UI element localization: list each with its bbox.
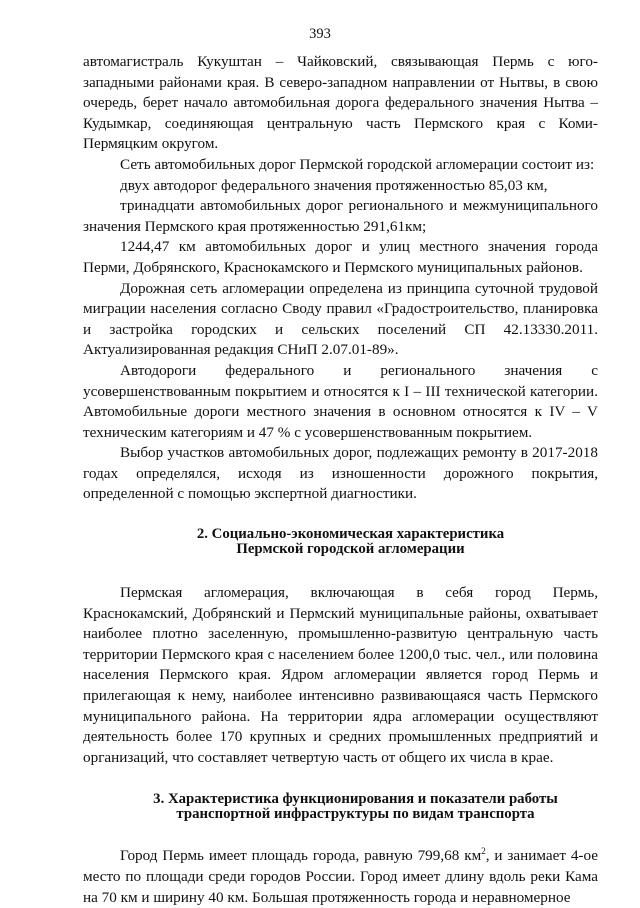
page-number: 393 xyxy=(309,26,331,42)
section-heading-line: Пермской городской агломерации xyxy=(236,541,465,558)
paragraph: Выбор участков автомобильных дорог, подлежащих ремонту в 2017-2018 годах определялся, исходя из изношенности дорожного покрытия, определенной с помощью экспертной диагностики. xyxy=(83,444,598,503)
section-heading-line: 3. Характеристика функционирования и показатели работы xyxy=(153,791,558,808)
section-heading-line: транспортной инфраструктуры по видам транспорта xyxy=(176,806,535,823)
paragraph: Дорожная сеть агломерации определена из принципа суточной трудовой миграции населения согласно Своду правил «Градостроительство, планировка и застройка городских и сельских поселений СП 42.13330.2011. Актуализированная редакция СНиП 2.07.01-89». xyxy=(83,279,598,359)
paragraph-text: Город Пермь имеет площадь города, равную 799,68 км xyxy=(120,847,482,865)
paragraph: автомагистраль Кукуштан – Чайковский, связывающая Пермь с юго-западными районами края. В северо-западном направлении от Нытвы, в свою очередь, берет начало автомобильная дорога федерального значения Нытва – Кудымкар, соединяющая центральную часть Пермского края с Коми-Пермяцким округом. xyxy=(83,53,598,153)
paragraph: двух автодорог федерального значения протяженностью 85,03 км, xyxy=(120,176,548,194)
paragraph: тринадцати автомобильных дорог регионального и межмуниципального значения Пермского края протяженностью 291,61км; xyxy=(83,197,598,235)
document-body xyxy=(83,52,598,908)
superscript: 2 xyxy=(481,846,486,857)
paragraph: Автодороги федерального и регионального значения с усовершенствованным покрытием и относятся к I – III технической категории. Автомобильные дороги местного значения в основном относятся к IV – V техническим категориям и 47 % с усовершенствованным покрытием. xyxy=(83,361,598,441)
paragraph: 1244,47 км автомобильных дорог и улиц местного значения города Перми, Добрянского, Краснокамского и Пермского муниципальных районов. xyxy=(83,238,598,276)
paragraph: Пермская агломерация, включающая в себя город Пермь, Краснокамский, Добрянский и Пермский муниципальные районы, охватывает наиболее плотно заселенную, промышленно-развитую центральную часть территории Пермского края с населением более 1200,0 тыс. чел., или половина населения Пермского края. Ядром агломерации является город Пермь и прилегающая к нему, наиболее интенсивно развивающаяся часть Пермского муниципального района. На территории ядра агломерации осуществляют деятельность более 170 крупных и средних промышленных предприятий и организаций, что составляет четвертую часть от общего их числа в крае. xyxy=(83,584,598,766)
section-heading-line: 2. Социально-экономическая характеристика xyxy=(196,526,505,543)
paragraph: Сеть автомобильных дорог Пермской городской агломерации состоит из: xyxy=(120,155,595,173)
paragraph xyxy=(83,846,598,908)
paragraph-text: , и занимает 4-ое место по площади среди городов России. Город имеет длину вдоль реки Кама на 70 км и ширину 40 км. Большая протяженность города и неравномерное xyxy=(83,847,598,906)
section-heading-3 xyxy=(83,792,598,822)
section-heading-2 xyxy=(83,527,598,557)
